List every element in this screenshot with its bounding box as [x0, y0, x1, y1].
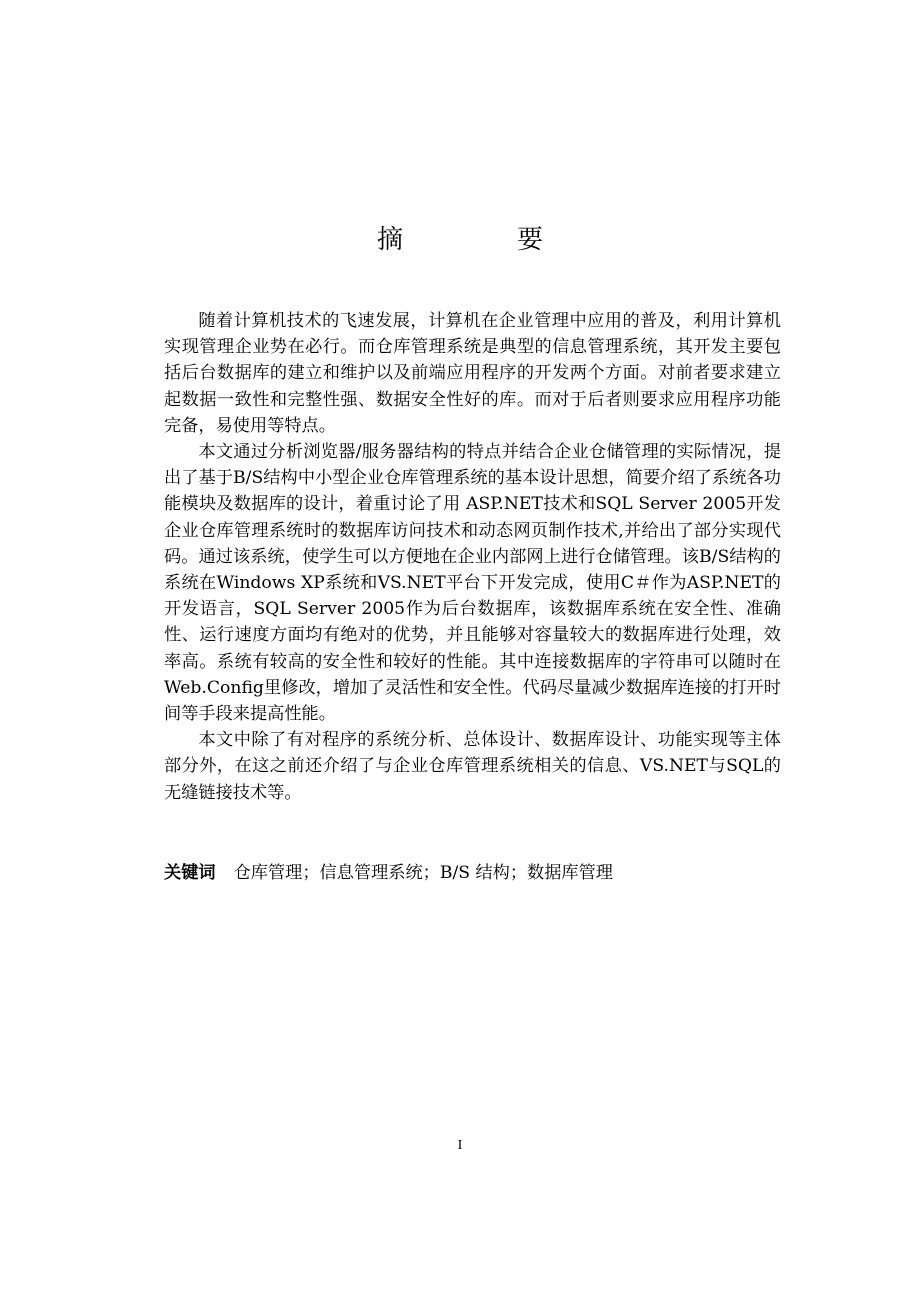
abstract-paragraph-1: 随着计算机技术的飞速发展，计算机在企业管理中应用的普及，利用计算机实现管理企业势在必行。而仓库管理系统是典型的信息管理系统，其开发主要包括后台数据库的建立和维护以及前端应用程序的开发两个方面。对前者要求建立起数据一致性和完整性强、数据安全性好的库。而对于后者则要求应用程序功能完备，易使用等特点。 [164, 311, 781, 436]
page-number: I [457, 1138, 463, 1153]
abstract-body [164, 308, 781, 806]
abstract-paragraph-2: 本文通过分析浏览器/服务器结构的特点并结合企业仓储管理的实际情况，提出了基于B/S结构中小型企业仓库管理系统的基本设计思想，简要介绍了系统各功能模块及数据库的设计，着重讨论了用 ASP.NET技术和SQL Server 2005开发企业仓库管理系统时的数据库访问技术和动态网页制作技术,并给出了部分实现代码。通过该系统，使学生可以方便地在企业内部网上进行仓储管理。该B/S结构的系统在Windows XP系统和VS.NET平台下开发完成，使用C＃作为ASP.NET的开发语言，SQL Server 2005作为后台数据库，该数据库系统在安全性、准确性、运行速度方面均有绝对的优势，并且能够对容量较大的数据库进行处理，效率高。系统有较高的安全性和较好的性能。其中连接数据库的字符串可以随时在Web.Config里修改，增加了灵活性和安全性。代码尽量减少数据库连接的打开时间等手段来提高性能。 [164, 442, 781, 725]
keywords-label: 关键词 [164, 863, 216, 883]
abstract-title: 摘 要 [376, 225, 587, 255]
keywords-line [164, 859, 781, 887]
abstract-paragraph-3: 本文中除了有对程序的系统分析、总体设计、数据库设计、功能实现等主体部分外，在这之前还介绍了与企业仓库管理系统相关的信息、VS.NET与SQL的无缝链接技术等。 [164, 730, 781, 803]
keywords-text: 仓库管理；信息管理系统；B/S 结构；数据库管理 [233, 863, 613, 883]
